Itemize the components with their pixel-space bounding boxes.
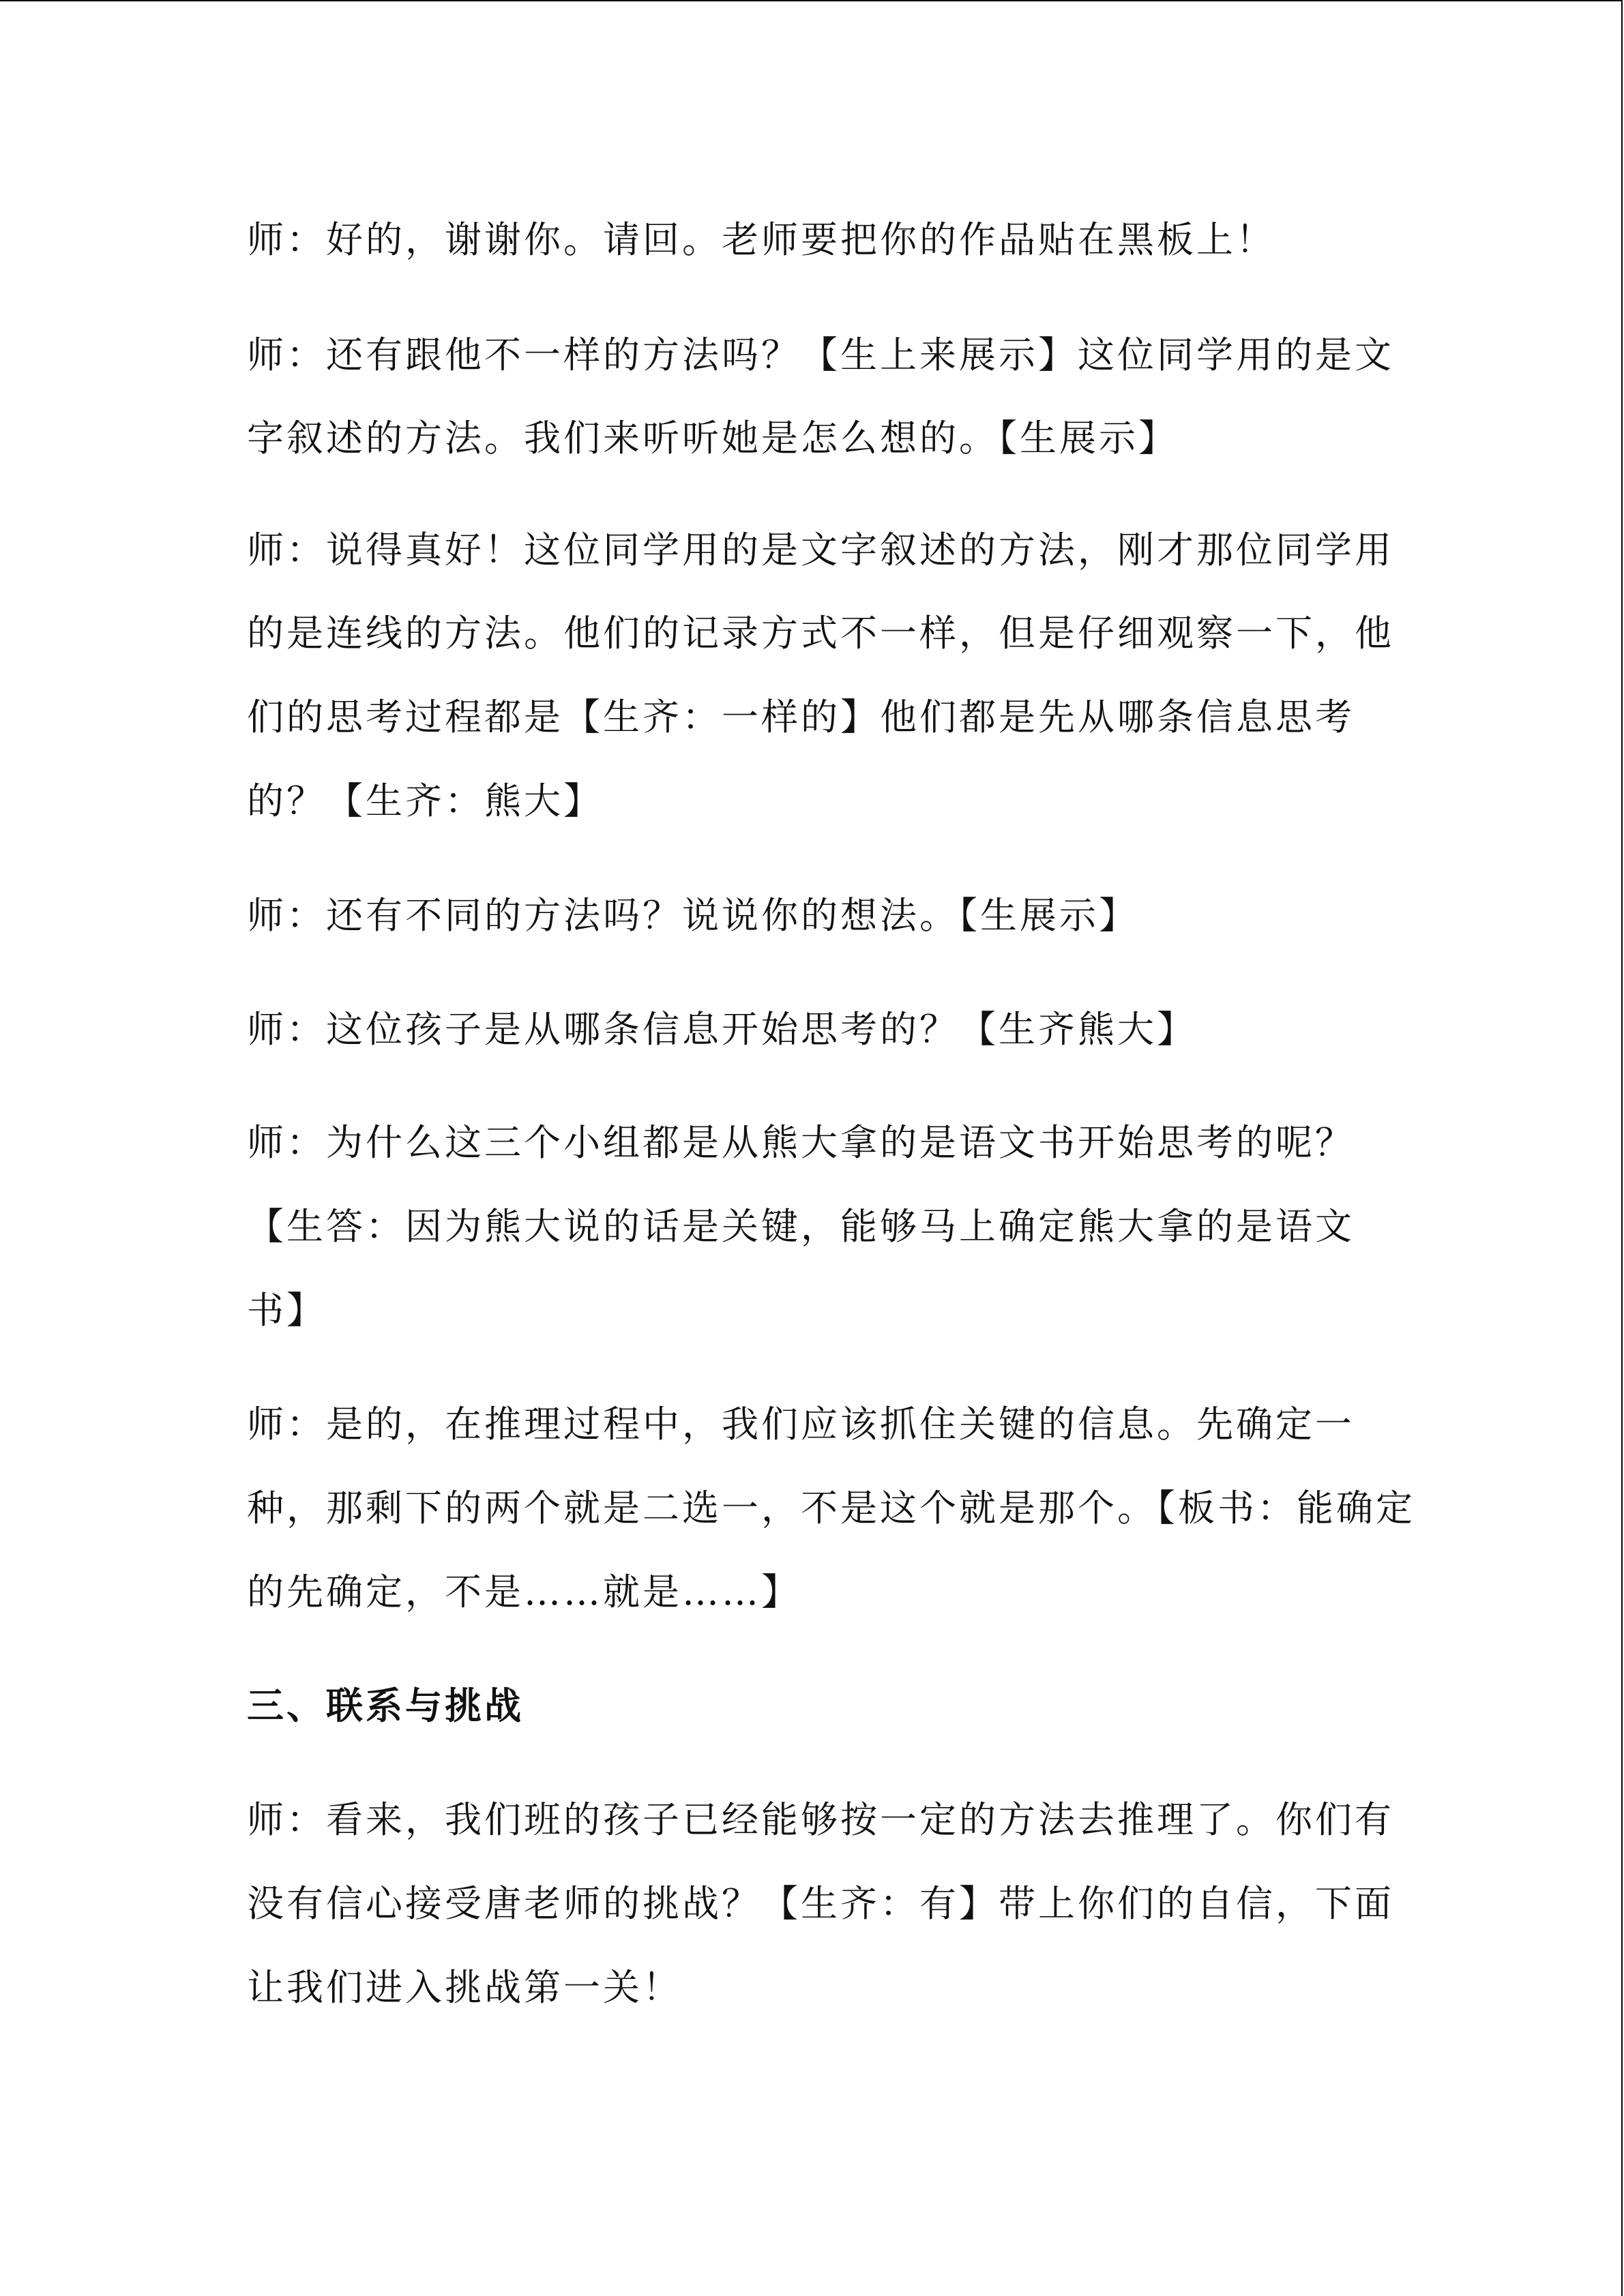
paragraph-line: 书】: [247, 1289, 326, 1332]
paragraph-line: 师：这位孩子是从哪条信息开始思考的？【生齐熊大】: [247, 1008, 1196, 1051]
paragraph-line: 师：看来，我们班的孩子已经能够按一定的方法去推理了。你们有: [247, 1798, 1394, 1841]
page-right-border: [1621, 0, 1623, 2296]
paragraph-line: 没有信心接受唐老师的挑战？【生齐：有】带上你们的自信，下面: [247, 1882, 1394, 1925]
paragraph-line: 的？【生齐：熊大】: [247, 779, 603, 822]
paragraph-line: 师：说得真好！这位同学用的是文字叙述的方法，刚才那位同学用: [247, 528, 1394, 571]
page-top-border: [0, 0, 1623, 1]
paragraph-line: 的先确定，不是……就是……】: [247, 1570, 801, 1613]
section-heading: 三、联系与挑战: [247, 1684, 524, 1727]
paragraph-line: 们的思考过程都是【生齐：一样的】他们都是先从哪条信息思考: [247, 696, 1355, 739]
paragraph-line: 师：好的，谢谢你。请回。老师要把你的作品贴在黑板上！: [247, 218, 1275, 261]
paragraph-line: 【生答：因为熊大说的话是关键，能够马上确定熊大拿的是语文: [247, 1205, 1355, 1248]
paragraph-line: 师：为什么这三个小组都是从熊大拿的是语文书开始思考的呢？: [247, 1121, 1355, 1164]
paragraph-line: 师：是的，在推理过程中，我们应该抓住关键的信息。先确定一: [247, 1403, 1355, 1446]
paragraph-line: 让我们进入挑战第一关！: [247, 1966, 682, 2009]
paragraph-line: 种，那剩下的两个就是二选一，不是这个就是那个。【板书：能确定: [247, 1487, 1415, 1530]
paragraph-line: 的是连线的方法。他们的记录方式不一样，但是仔细观察一下，他: [247, 612, 1394, 655]
paragraph-line: 师：还有跟他不一样的方法吗？【生上来展示】这位同学用的是文: [247, 333, 1394, 376]
paragraph-line: 师：还有不同的方法吗？说说你的想法。【生展示】: [247, 894, 1138, 937]
paragraph-line: 字叙述的方法。我们来听听她是怎么想的。【生展示】: [247, 417, 1178, 460]
